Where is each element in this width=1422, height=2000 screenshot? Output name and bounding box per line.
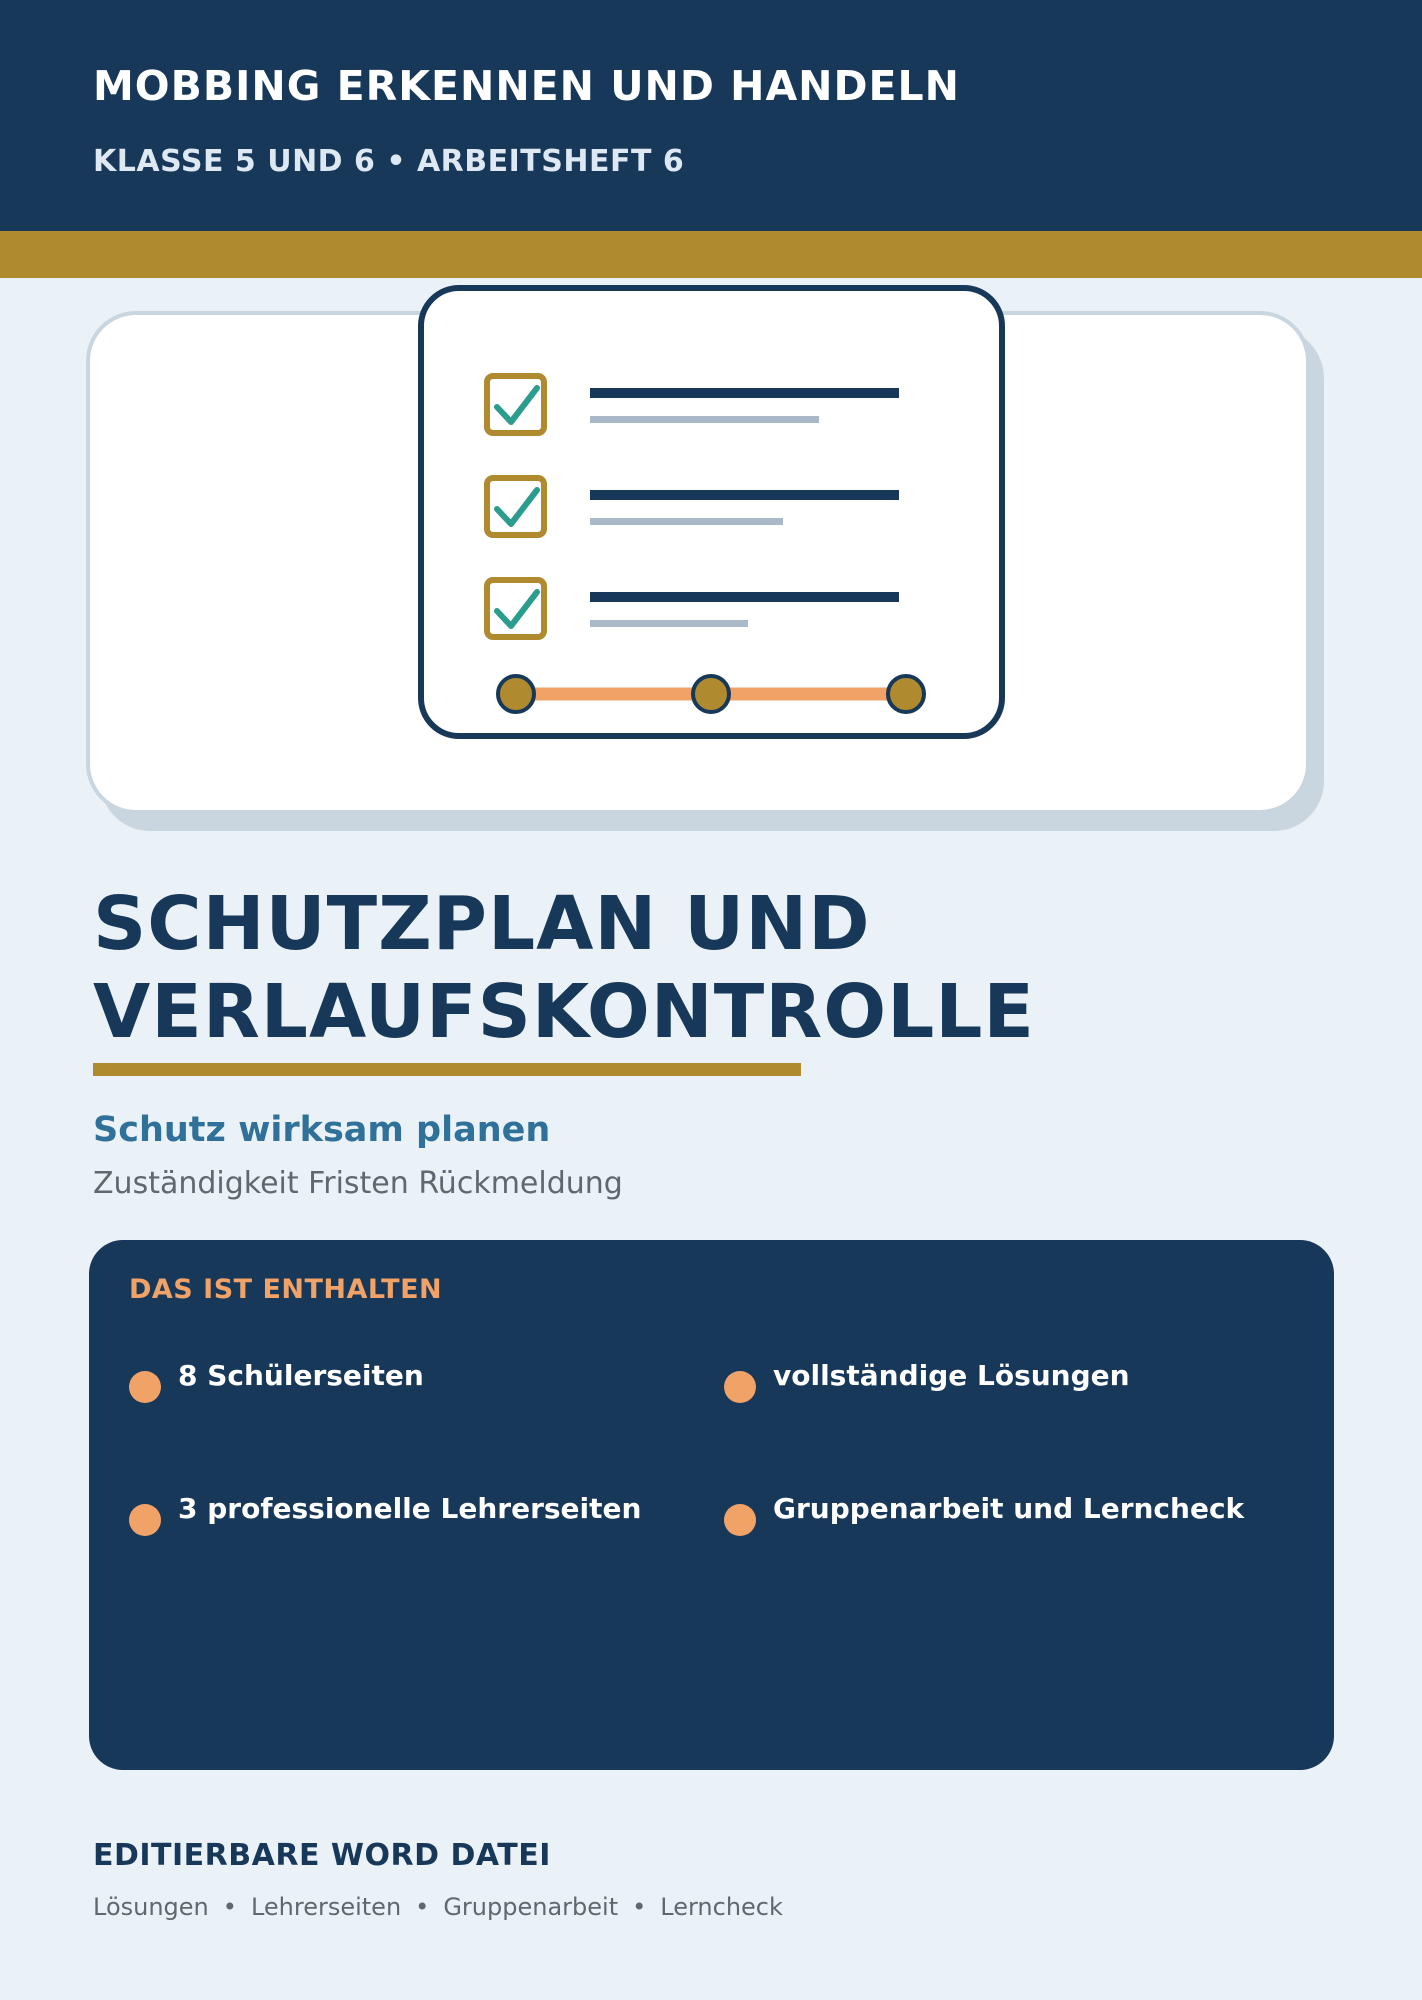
footer-title: EDITIERBARE WORD DATEI	[93, 1838, 551, 1873]
footer-item: Lehrerseiten	[250, 1893, 402, 1921]
series-title: MOBBING ERKENNEN UND HANDELN	[93, 62, 960, 110]
checklist-clipboard-icon	[0, 0, 1422, 840]
title-line: SCHUTZPLAN UND	[93, 881, 871, 967]
page-title	[93, 880, 1035, 1056]
list-item-label: 3 professionelle Lehrerseiten	[178, 1492, 642, 1525]
bullet-dot-icon	[724, 1504, 756, 1536]
text-line-icon	[590, 592, 899, 602]
text-line-icon	[590, 416, 819, 423]
separator: •	[222, 1893, 237, 1921]
footer-item: Gruppenarbeit	[443, 1893, 619, 1921]
separator: •	[632, 1893, 647, 1921]
list-item-label: vollständige Lösungen	[773, 1359, 1130, 1392]
footer-item: Lösungen	[93, 1893, 209, 1921]
timeline-dot-icon	[888, 676, 924, 712]
title-underline	[93, 1063, 801, 1076]
timeline-dot-icon	[498, 676, 534, 712]
subtitle: Schutz wirksam planen	[93, 1110, 551, 1150]
series-subtitle: KLASSE 5 UND 6 • ARBEITSHEFT 6	[93, 144, 685, 179]
text-line-icon	[590, 388, 899, 398]
timeline-dot-icon	[693, 676, 729, 712]
text-line-icon	[590, 620, 748, 627]
text-line-icon	[590, 490, 899, 500]
bullet-dot-icon	[129, 1371, 161, 1403]
footer-feature-list	[93, 1893, 783, 1921]
list-item-label: Gruppenarbeit und Lerncheck	[773, 1492, 1245, 1525]
contents-heading: DAS IST ENTHALTEN	[129, 1274, 443, 1305]
text-line-icon	[590, 518, 783, 525]
separator: •	[415, 1893, 430, 1921]
bullet-dot-icon	[724, 1371, 756, 1403]
title-line: VERLAUFSKONTROLLE	[93, 969, 1035, 1055]
contents-box	[89, 1240, 1334, 1770]
list-item-label: 8 Schülerseiten	[178, 1359, 424, 1392]
bullet-dot-icon	[129, 1504, 161, 1536]
tagline: Zuständigkeit Fristen Rückmeldung	[93, 1166, 623, 1201]
footer-item: Lerncheck	[660, 1893, 783, 1921]
